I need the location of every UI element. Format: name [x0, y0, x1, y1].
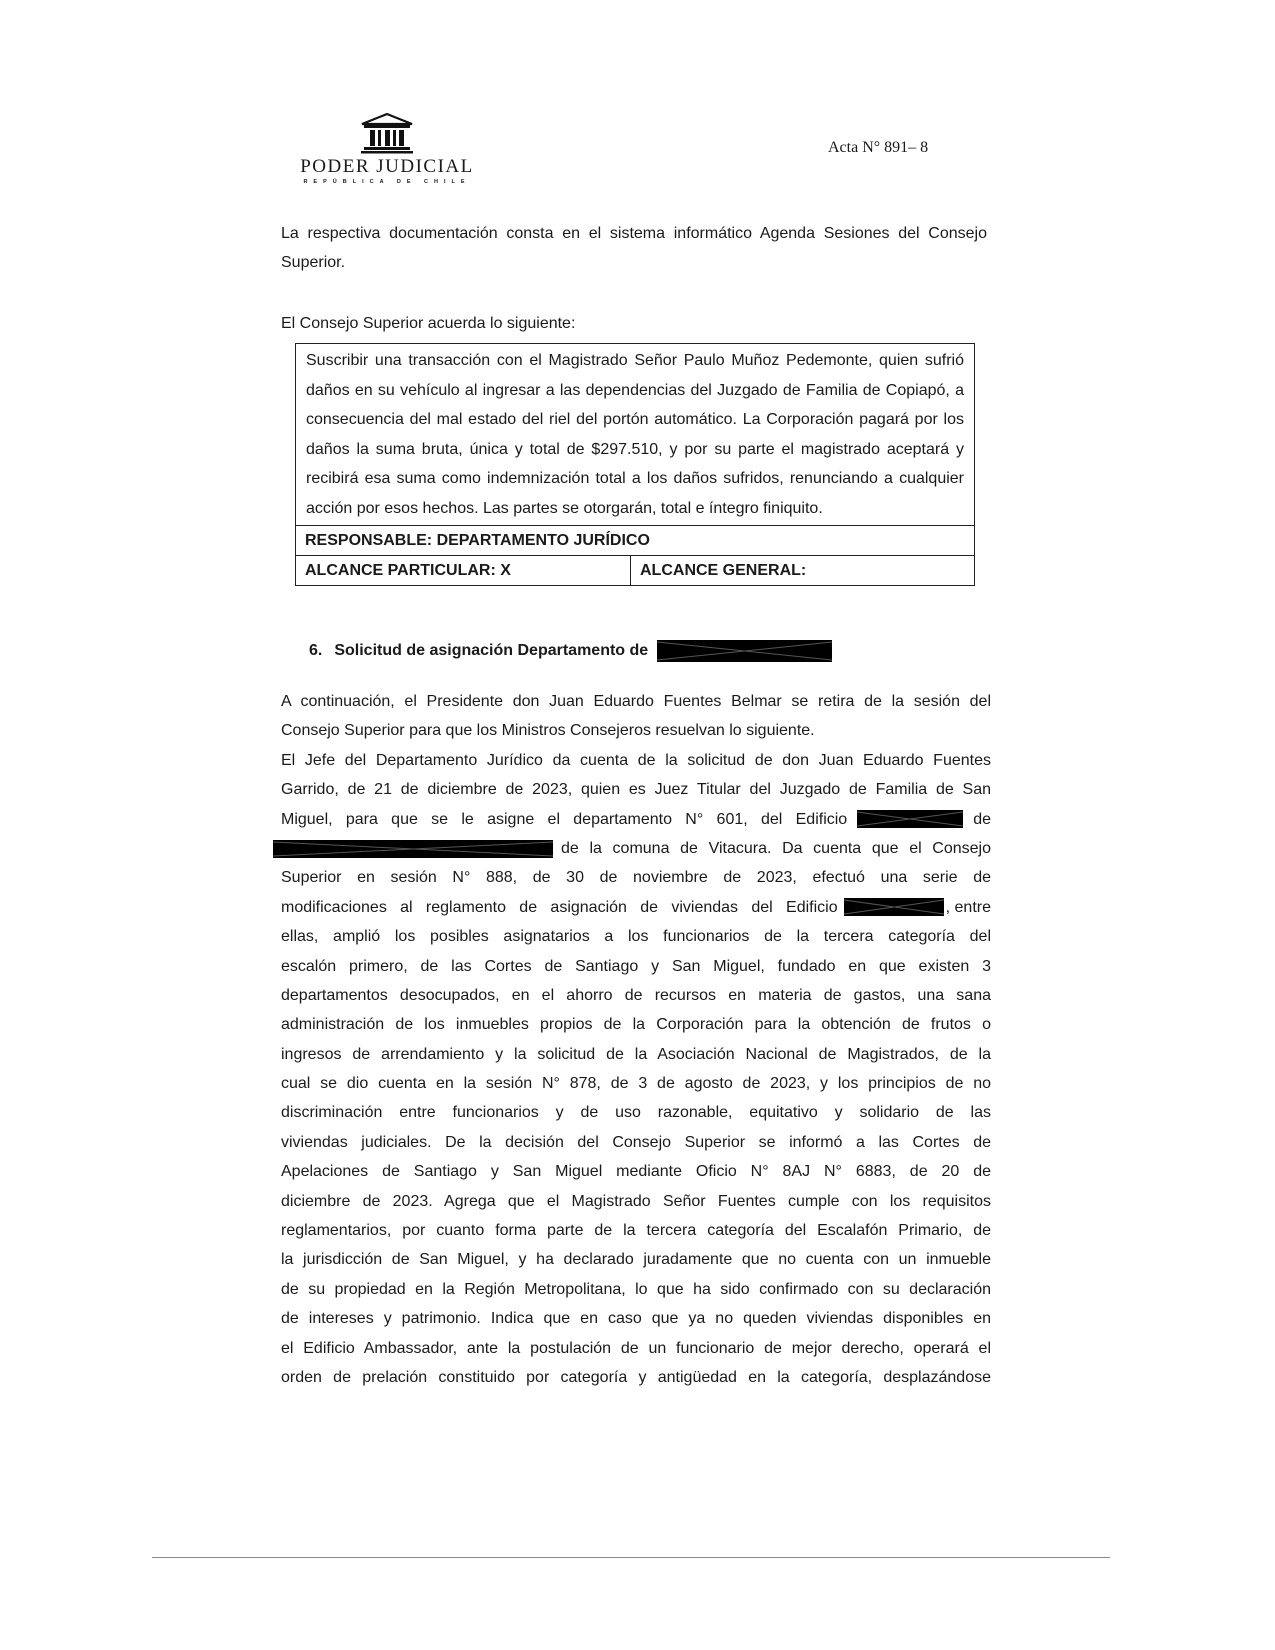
section-title: Solicitud de asignación Departamento de	[334, 642, 649, 660]
body-line: discriminación entre funcionarios y de uso razonable, equitativo y solidario de las	[281, 1104, 991, 1122]
body-line-part: de	[973, 810, 991, 828]
footer-rule	[152, 1557, 1110, 1558]
logo-name: PODER JUDICIAL	[300, 156, 474, 177]
body-line: administración de los inmuebles propios de la Corporación para la obtención de frutos o	[281, 1016, 991, 1034]
alcance-row	[296, 555, 974, 585]
body-line	[281, 834, 991, 863]
body-line: el Edificio Ambassador, ante la postulación de un funcionario de mejor derecho, operará el	[281, 1339, 991, 1357]
body-line: El Jefe del Departamento Jurídico da cuenta de la solicitud de don Juan Eduardo Fuentes	[281, 751, 991, 769]
agreement-box	[295, 343, 975, 586]
body-line-part: , entre	[945, 898, 991, 916]
body-line-part: modificaciones al reglamento de asignación de viviendas del Edificio	[281, 898, 838, 916]
body-line	[281, 893, 991, 922]
body-line: Consejo Superior para que los Ministros Consejeros resuelvan lo siguiente.	[281, 722, 815, 740]
body-line: Apelaciones de Santiago y San Miguel mediante Oficio N° 8AJ N° 6883, de 20 de	[281, 1163, 991, 1181]
body-line	[281, 805, 991, 834]
body-line: Garrido, de 21 de diciembre de 2023, quien es Juez Titular del Juzgado de Familia de San	[281, 781, 991, 799]
redaction-mark	[844, 898, 944, 916]
alcance-general: ALCANCE GENERAL:	[640, 561, 807, 579]
body-line: A continuación, el Presidente don Juan Eduardo Fuentes Belmar se retira de la sesión del	[281, 693, 991, 710]
body-line: escalón primero, de las Cortes de Santiago y San Miguel, fundado en que existen 3	[281, 957, 991, 975]
alcance-particular: ALCANCE PARTICULAR: X	[296, 556, 631, 585]
section-number: 6.	[309, 642, 323, 660]
body-line: de su propiedad en la Región Metropolitana, lo que ha sido confirmado con su declaración	[281, 1280, 991, 1298]
body-line: de intereses y patrimonio. Indica que en caso que ya no queden viviendas disponibles en	[281, 1310, 991, 1328]
body-line: diciembre de 2023. Agrega que el Magistrado Señor Fuentes cumple con los requisitos	[281, 1192, 991, 1210]
redaction-mark	[273, 840, 553, 858]
body-line: cual se dio cuenta en la sesión N° 878, de 3 de agosto de 2023, y los principios de no	[281, 1075, 991, 1093]
acta-number: Acta N° 891– 8	[828, 139, 929, 156]
agreement-text: Suscribir una transacción con el Magistrado Señor Paulo Muñoz Pedemonte, quien sufrió daños en su vehículo al ingresar a las dependencias del Juzgado de Familia de Copiapó, a consecuencia del mal estado del riel del portón automático. La Corporación pagará por los daños la suma bruta, única y total de $297.510, y por su parte el magistrado aceptará y recibirá esa suma como indemnización total a los daños sufridos, renunciando a cualquier acción por esos hechos. Las partes se otorgarán, total e íntegro finiquito.	[306, 352, 964, 517]
poder-judicial-logo	[292, 112, 482, 185]
body-line: orden de prelación constituido por categoría y antigüedad en la categoría, desplazándose	[281, 1368, 991, 1386]
redaction-mark	[657, 640, 832, 662]
logo-subtitle: REPÚBLICA DE CHILE	[303, 179, 471, 185]
courthouse-icon	[359, 112, 415, 154]
body-line: departamentos desocupados, en el ahorro de recursos en materia de gastos, una sana	[281, 986, 991, 1004]
responsable-row: RESPONSABLE: DEPARTAMENTO JURÍDICO	[296, 525, 974, 555]
body-line-part: Miguel, para que se le asigne el departamento N° 601, del Edificio	[281, 810, 848, 828]
section-6-body	[281, 687, 991, 1392]
body-line: ellas, amplió los posibles asignatarios a los funcionarios de la tercera categoría del	[281, 928, 991, 946]
body-line: reglamentarios, por cuanto forma parte de la tercera categoría del Escalafón Primario, de	[281, 1222, 991, 1240]
body-line-part: de la comuna de Vitacura. Da cuenta que el Consejo	[561, 839, 991, 857]
redaction-mark	[857, 810, 963, 828]
body-line: ingresos de arrendamiento y la solicitud de la Asociación Nacional de Magistrados, de la	[281, 1045, 991, 1063]
agreement-lead: El Consejo Superior acuerda lo siguiente:	[281, 315, 576, 332]
body-line: la jurisdicción de San Miguel, y ha declarado juradamente que no cuenta con un inmueble	[281, 1251, 991, 1269]
body-line: viviendas judiciales. De la decisión del Consejo Superior se informó a las Cortes de	[281, 1133, 991, 1151]
documentation-paragraph: La respectiva documentación consta en el sistema informático Agenda Sesiones del Consejo Superior.	[281, 225, 987, 272]
section-6-heading	[309, 640, 832, 662]
body-line: Superior en sesión N° 888, de 30 de noviembre de 2023, efectuó una serie de	[281, 869, 991, 887]
